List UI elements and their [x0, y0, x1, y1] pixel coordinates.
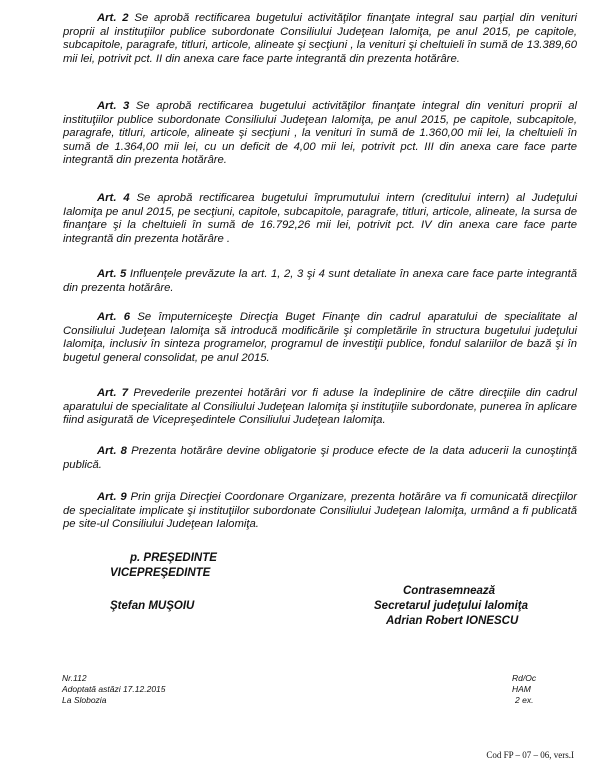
article-text: Prin grija Direcţiei Coordonare Organizare, prezenta hotărâre va fi comunicată direcţiilor de specialitate implicate şi instituţiilor subordonate Consiliului Judeţean Ialomiţa, urmând a fi publicată pe site-ul Consiliului Judeţean Ialomiţa. — [63, 491, 577, 531]
meta-place: La Slobozia — [62, 695, 107, 705]
article-8 — [63, 445, 577, 472]
countersign-role: Secretarul judeţului Ialomiţa — [374, 600, 529, 612]
article-4 — [63, 192, 577, 246]
article-label: Art. 3 — [97, 100, 130, 112]
article-6 — [63, 311, 577, 365]
article-text: Se aprobă rectificarea bugetului activităţilor finanţate integral sau parţial din venituri proprii al instituţiilor publice subordonate Consiliului Judeţean Ialomiţa, pe anul 2015, pe capitole, subcapitole, paragrafe, titluri, articole, alineate şi secţiuni , la venituri şi cheltuieli în sumă de 13.389,60 mii lei, potrivit pct. II din anexa care face parte integrantă din prezenta hotărâre. — [63, 12, 577, 65]
meta-adopted: Adoptată astăzi 17.12.2015 — [62, 684, 166, 694]
article-7 — [63, 387, 577, 428]
signature-left-line1: p. PREŞEDINTE — [130, 552, 217, 564]
article-9 — [63, 491, 577, 532]
article-3 — [63, 100, 577, 168]
article-text: Prezenta hotărâre devine obligatorie şi produce efecte de la data aducerii la cunoştinţă publică. — [63, 445, 577, 471]
article-text: Prevederile prezentei hotărâri vor fi aduse la îndeplinire de către direcţiile din cadrul aparatului de specialitate al Consiliului Judeţean Ialomiţa şi instituţiile subordonate, punerea în aplicare fiind asigurată de Vicepreşedintele Consiliului Judeţean Ialomiţa. — [63, 387, 577, 427]
article-2 — [63, 12, 577, 66]
article-text: Influenţele prevăzute la art. 1, 2, 3 şi 4 sunt detaliate în anexa care face parte integrantă din prezenta hotărâre. — [63, 268, 577, 294]
article-text: Se împuterniceşte Direcţia Buget Finanţe din cadrul aparatului de specialitate al Consiliului Judeţean Ialomiţa să introducă modificările şi completările în structura bugetului judeţului Ialomiţa, inclusiv în sinteza programelor, programul de investiţii publice, fondul salariilor de bază şi în bugetul general consolidat, pe anul 2015. — [63, 311, 577, 364]
article-label: Art. 2 — [97, 12, 129, 24]
meta-copies: 2 ex. — [515, 695, 534, 705]
article-label: Art. 5 — [97, 268, 127, 280]
article-label: Art. 8 — [97, 445, 127, 457]
form-code-footer: Cod FP – 07 – 06, vers.I — [486, 750, 574, 760]
article-label: Art. 7 — [97, 387, 129, 399]
signature-left-name: Ştefan MUŞOIU — [110, 600, 195, 612]
article-label: Art. 6 — [97, 311, 131, 323]
article-5 — [63, 268, 577, 295]
meta-number: Nr.112 — [62, 673, 87, 683]
article-label: Art. 9 — [97, 491, 127, 503]
countersign-name: Adrian Robert IONESCU — [386, 615, 519, 627]
article-text: Se aprobă rectificarea bugetului împrumutului intern (creditului intern) al Judeţului Ialomiţa pe anul 2015, pe secţiuni, capitole, subcapitole, paragrafe, titluri, articole, alineate, la sursa de finanţare şi la cheltuieli în sumă de 16.792,26 mii lei, potrivit pct. IV din anexa care face parte integrantă din prezenta hotărâre . — [63, 192, 577, 245]
article-text: Se aprobă rectificarea bugetului activităţilor finanţate integral din venituri proprii al instituţiilor publice subordonate Consiliului Judeţean Ialomiţa, pe anul 2015, pe capitole, subcapitole, paragrafe, titluri, articole, alineate şi secţiuni , la venituri în sumă de 1.360,00 mii lei, la cheltuieli în sumă de 1.364,00 mii lei, cu un deficit de 4,00 mii lei, potrivit pct. III din anexa care face parte integrantă din prezenta hotărâre. — [63, 100, 577, 167]
countersign-title: Contrasemnează — [403, 585, 496, 597]
meta-ham: HAM — [512, 684, 531, 694]
meta-code: Rd/Oc — [512, 673, 537, 683]
signature-left-line2: VICEPREŞEDINTE — [110, 567, 211, 579]
article-label: Art. 4 — [97, 192, 130, 204]
